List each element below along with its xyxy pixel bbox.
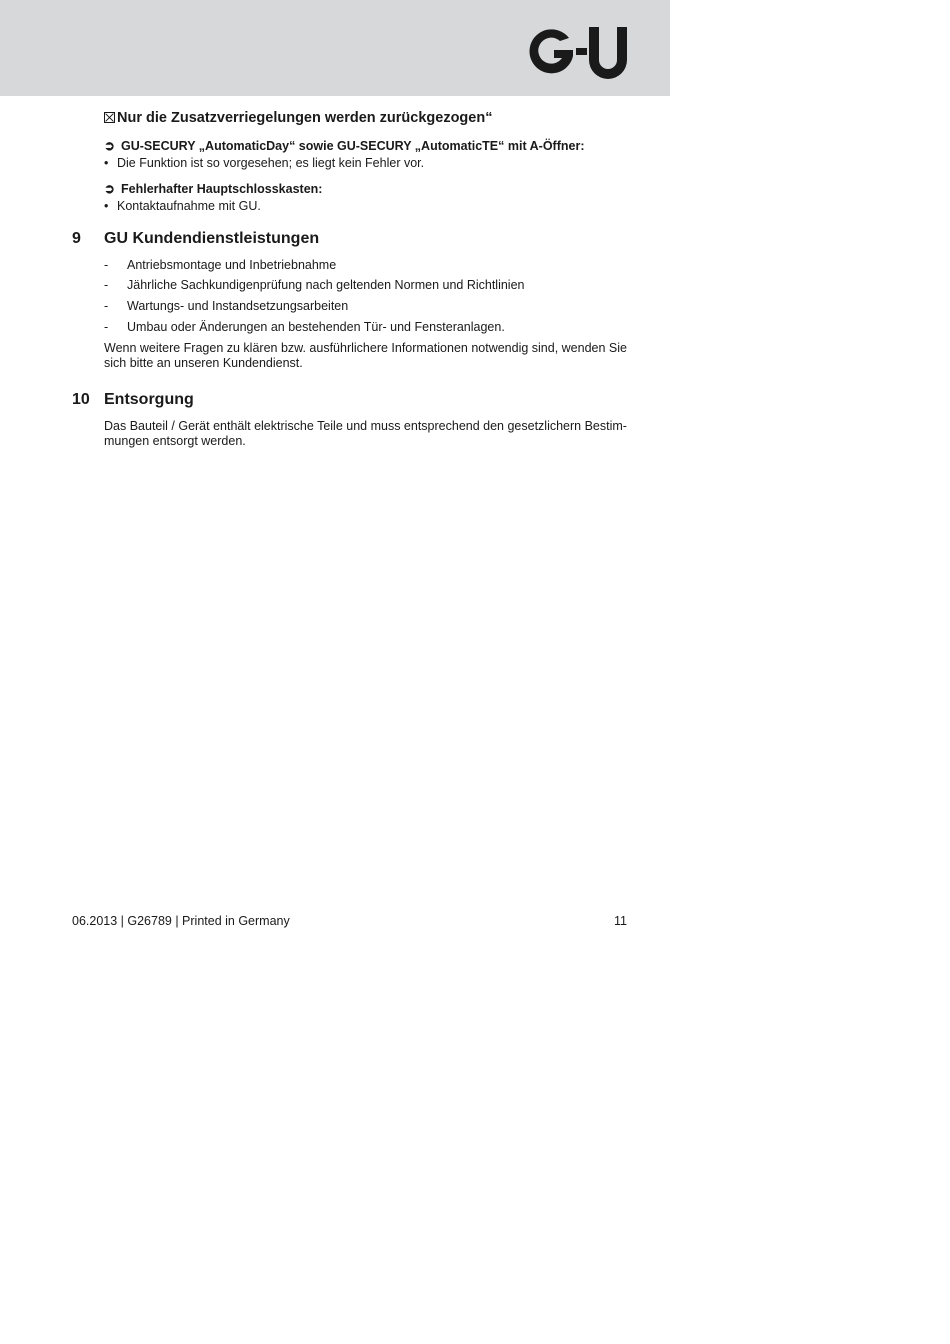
footer-imprint: 06.2013 | G26789 | Printed in Germany (72, 914, 290, 928)
bullet-icon: • (104, 199, 109, 213)
section-9-paragraph: Wenn weitere Fragen zu klären bzw. ausführlichere Informationen notwendig sind, wenden Sie sich bitte an unseren Kundendienst. (104, 341, 627, 370)
section-10-title: Entsorgung (104, 391, 194, 408)
service-item-2: - Jährliche Sachkundigenprüfung nach geltenden Normen und Richtlinien (104, 278, 525, 292)
service-item-4: - Umbau oder Änderungen an bestehenden Tür- und Fensteranlagen. (104, 320, 505, 334)
arrow-right-icon: ➲ (104, 138, 115, 153)
page-number: 11 (614, 914, 627, 928)
cause-2: ➲ Fehlerhafter Hauptschlosskasten: (104, 181, 323, 196)
service-item-1: - Antriebsmontage und Inbetriebnahme (104, 258, 337, 272)
arrow-right-icon: ➲ (104, 181, 115, 196)
section-9-number: 9 (72, 230, 81, 247)
section-9-title: GU Kundendienstleistungen (104, 230, 320, 247)
section-10-number: 10 (72, 391, 90, 408)
remedy-2: • Kontaktaufnahme mit GU. (104, 199, 261, 213)
gu-logo (529, 24, 631, 80)
issue-title: Nur die Zusatzverriegelungen werden zurückgezogen“ (104, 110, 492, 126)
remedy-1: • Die Funktion ist so vorgesehen; es liegt kein Fehler vor. (104, 156, 425, 170)
cause-1: ➲ GU-SECURY „AutomaticDay“ sowie GU-SECURY „AutomaticTE“ mit A-Öffner: (104, 138, 585, 153)
checkbox-crossed-icon (104, 112, 115, 123)
bullet-icon: • (104, 156, 109, 170)
section-10-paragraph: Das Bauteil / Gerät enthält elektrische Teile und muss entsprechend den gesetzlichern Bestim-mungen entsorgt werden. (104, 419, 627, 448)
service-item-3: - Wartungs- und Instandsetzungsarbeiten (104, 299, 349, 313)
